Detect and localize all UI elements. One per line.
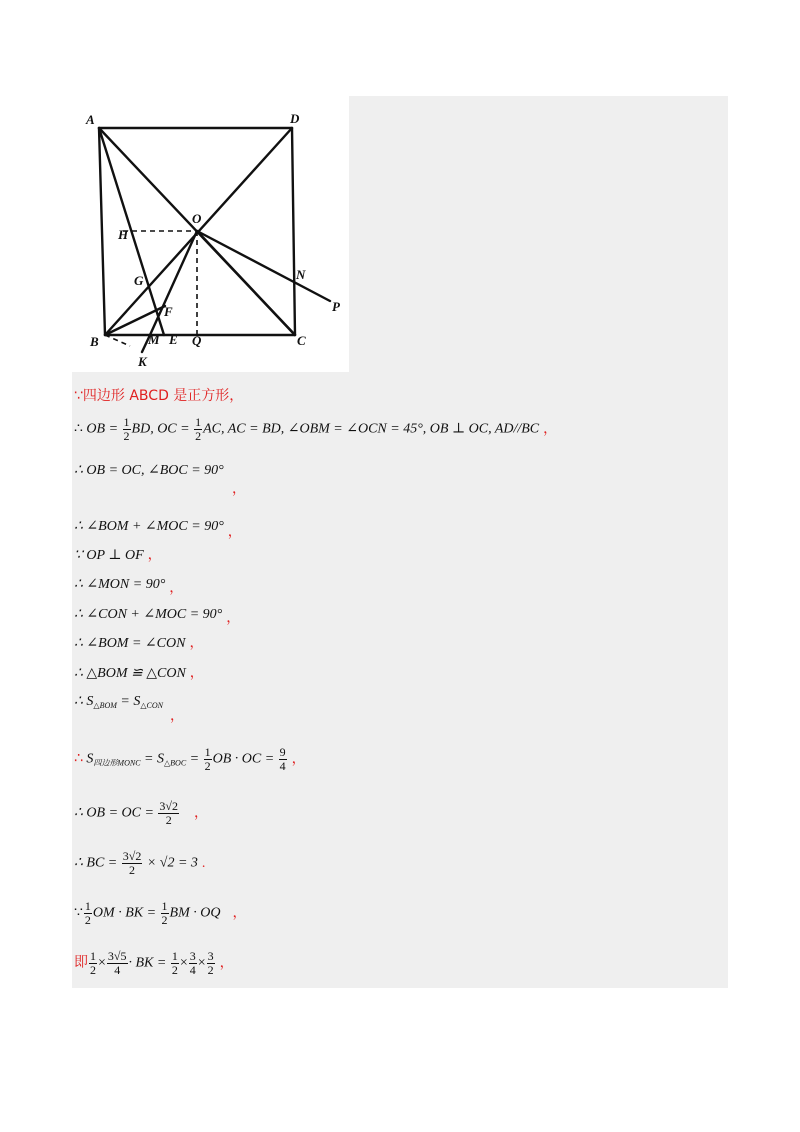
label-Q: Q (192, 333, 202, 348)
solution-line-1: ∵四边形 ABCD 是正方形， (74, 388, 244, 404)
solution-line-3: ∴ OB = OC, ∠BOC = 90° (74, 463, 224, 478)
fraction: $\frac{1}{2}$ (161, 899, 168, 927)
label-H: H (118, 227, 129, 242)
solution-line-14: ∵ $\frac{1}{2}$ OM · BK = $\frac{1}{2}$ BM · OQ ， (74, 899, 247, 927)
solution-line-5: ∵ OP ⊥ OF ， (74, 548, 162, 563)
solution-line-4: ∴ ∠BOM + ∠MOC = 90° ， (74, 519, 242, 540)
solution-line-11: ∴ $S_{四边形MONC} = S_{\triangle BOC}$ = $\frac{1}{2}$ OB · OC = $\frac{9}{4}$ ， (74, 745, 306, 773)
square-diagram (72, 96, 349, 372)
fraction: $\frac{1}{2}$ (171, 949, 178, 977)
label-N: N (296, 267, 306, 282)
fraction: $\frac{3√2}{2}$ (159, 799, 179, 827)
fraction: $\frac{1}{2}$ (123, 415, 130, 443)
label-E: E (169, 332, 178, 347)
solution-line-13: ∴ BC = $\frac{3√2}{2}$ × √2 = 3 . (74, 849, 206, 877)
fraction: $\frac{1}{2}$ (204, 745, 211, 773)
fraction: $\frac{1}{2}$ (84, 899, 91, 927)
solution-line-7: ∴ ∠CON + ∠MOC = 90° ， (74, 607, 241, 626)
label-M: M (148, 332, 160, 347)
line-3-punct: ， (232, 482, 246, 497)
label-A: A (86, 112, 95, 127)
fraction: $\frac{3}{2}$ (207, 949, 214, 977)
label-O: O (192, 211, 202, 226)
solution-line-2: ∴ OB = $\frac{1}{2}$ BD, OC = $\frac{1}{2}$ AC, AC = BD, ∠OBM = ∠OCN = 45°, OB ⊥ OC, AD//BC ， (74, 415, 558, 443)
solution-line-9: ∴ △BOM ≌ △CON ， (74, 666, 204, 681)
fraction: $\frac{1}{2}$ (195, 415, 202, 443)
label-D: D (290, 111, 300, 126)
label-K: K (138, 354, 147, 369)
line-10-punct: ， (170, 709, 184, 724)
fraction: $\frac{9}{4}$ (279, 745, 286, 773)
solution-line-15: 即 $\frac{1}{2}$ × $\frac{3√5}{4}$ · BK = $\frac{1}{2}$ × $\frac{3}{4}$ × $\frac{3}{2}$ ， (74, 949, 234, 977)
fraction: $\frac{3√2}{2}$ (122, 849, 142, 877)
label-C: C (297, 333, 306, 348)
solution-line-6: ∴ ∠MON = 90° ， (74, 577, 184, 596)
solution-line-10: ∴ $S_{\triangle BOM} = S_{\triangle CON}$ (74, 694, 163, 710)
label-B: B (90, 334, 99, 349)
solution-line-8: ∴ ∠BOM = ∠CON ， (74, 636, 204, 651)
label-F: F (164, 304, 173, 319)
fraction: $\frac{1}{2}$ (90, 949, 96, 977)
solution-line-12: ∴ OB = OC = $\frac{3√2}{2}$ ， (74, 799, 209, 827)
geometry-figure (72, 96, 349, 372)
label-G: G (134, 273, 144, 288)
label-P: P (332, 299, 340, 314)
fraction: $\frac{3}{4}$ (189, 949, 196, 977)
fraction: $\frac{3√5}{4}$ (107, 949, 127, 977)
